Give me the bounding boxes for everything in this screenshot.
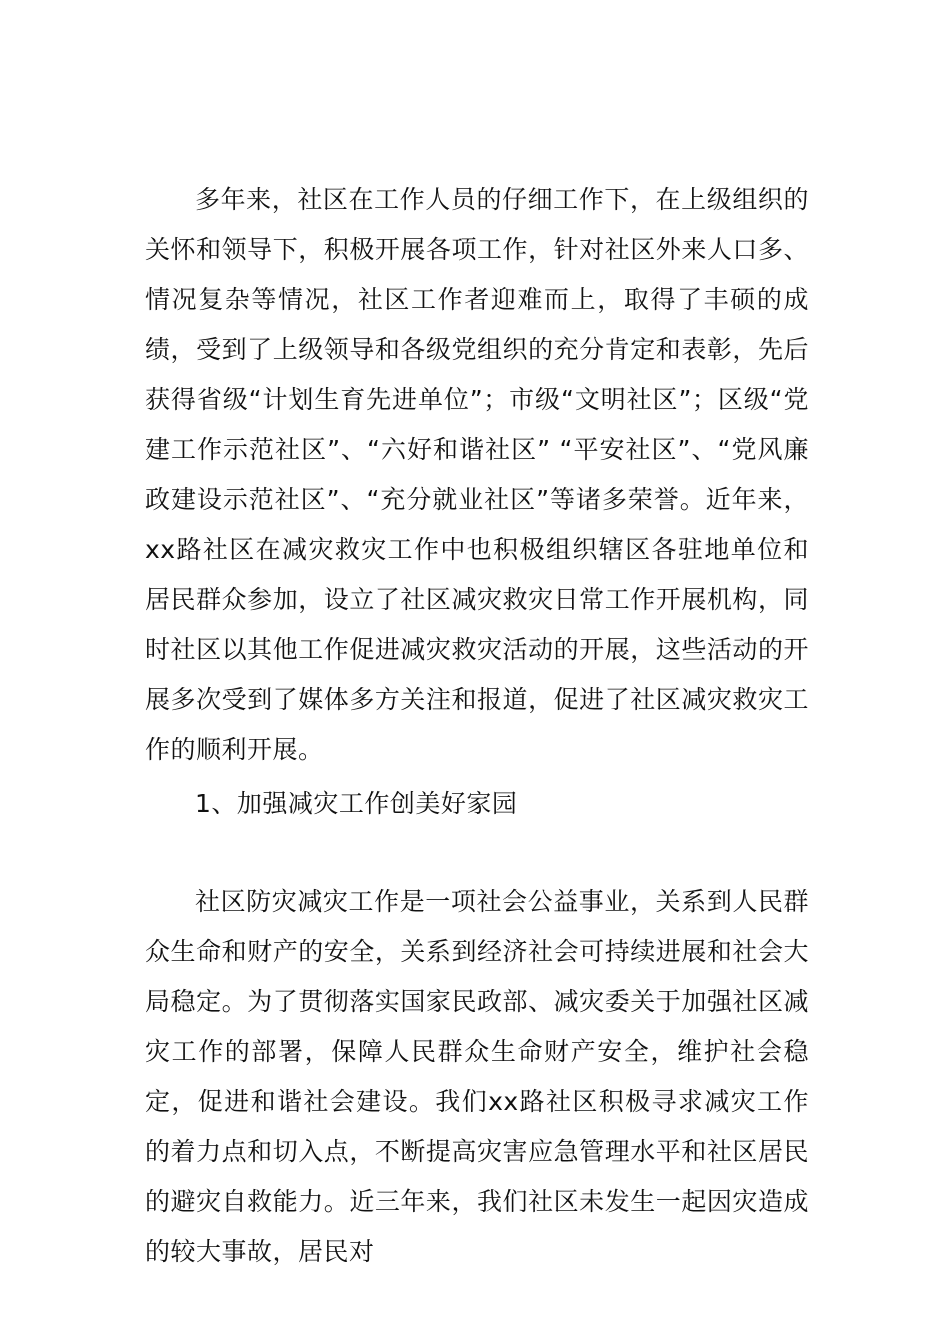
section-heading-disaster-reduction: 1、加强减灾工作创美好家园 xyxy=(195,789,518,818)
paragraph-community-honors: 多年来，社区在工作人员的仔细工作下，在上级组织的关怀和领导下，积极开展各项工作，针对社区外来人口多、情况复杂等情况，社区工作者迎难而上，取得了丰硕的成绩，受到了上级领导和各级党组织的充分肯定和表彰，先后获得省级“计划生育先进单位”；市级“文明社区”；区级“党建工作示范社区”、“六好和谐社区” “平安社区”、“党风廉政建设示范社区”、“充分就业社区”等诸多荣誉。近年来，xx路社区在减灾救灾工作中也积极组织辖区各驻地单位和居民群众参加，设立了社区减灾救灾日常工作开展机构，同时社区以其他工作促进减灾救灾活动的开展，这些活动的开展多次受到了媒体多方关注和报道，促进了社区减灾救灾工作的顺利开展。 xyxy=(145,185,809,764)
paragraph-disaster-prevention: 社区防灾减灾工作是一项社会公益事业，关系到人民群众生命和财产的安全，关系到经济社会可持续进展和社会大局稳定。为了贯彻落实国家民政部、减灾委关于加强社区减灾工作的部署，保障人民群众生命财产安全，维护社会稳定，促进和谐社会建设。我们xx路社区积极寻求减灾工作的着力点和切入点，不断提高灾害应急管理水平和社区居民的避灾自救能力。近三年来，我们社区未发生一起因灾造成的较大事故，居民对 xyxy=(145,887,809,1266)
